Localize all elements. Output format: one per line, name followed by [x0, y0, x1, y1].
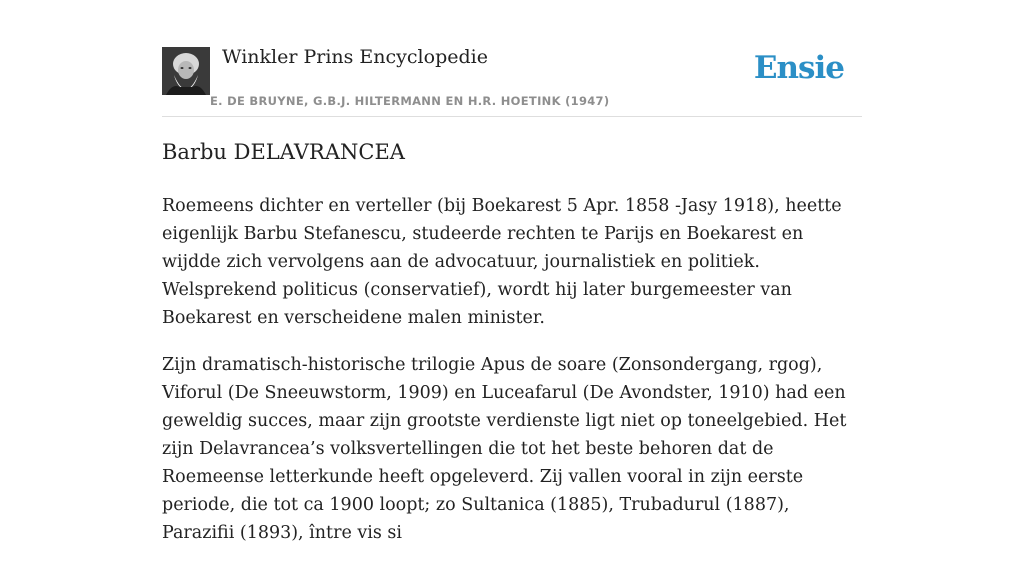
article-body: [162, 192, 864, 566]
portrait-photo-icon[interactable]: [162, 47, 210, 95]
site-header: [162, 45, 862, 117]
authors-line: E. DE BRUYNE, G.B.J. HILTERMANN EN H.R. HOETINK (1947): [210, 94, 610, 108]
article-title: Barbu DELAVRANCEA: [162, 140, 405, 164]
ensie-logo[interactable]: Ensie: [753, 50, 844, 86]
site-name[interactable]: Winkler Prins Encyclopedie: [222, 46, 488, 68]
article-paragraph: Zijn dramatisch-historische trilogie Apus de soare (Zonsondergang, rgog), Viforul (De Sneeuwstorm, 1909) en Luceafarul (De Avondster, 1910) had een geweldig succes, maar zijn grootste verdienste ligt niet op toneelgebied. Het zijn Delavrancea’s volksvertellingen die tot het beste behoren dat de Roemeense letterkunde heeft opgeleverd. Zij vallen vooral in zijn eerste periode, die tot ca 1900 loopt; zo Sultanica (1885), Trubadurul (1887), Parazifii (1893), între vis si: [162, 355, 847, 543]
article-paragraph: Roemeens dichter en verteller (bij Boekarest 5 Apr. 1858 -Jasy 1918), heette eigenlijk Barbu Stefanescu, studeerde rechten te Parijs en Boekarest en wijdde zich vervolgens aan de advocatuur, journalistiek en politiek. Welsprekend politicus (conservatief), wordt hij later burgemeester van Boekarest en verscheidene malen minister.: [162, 196, 842, 328]
